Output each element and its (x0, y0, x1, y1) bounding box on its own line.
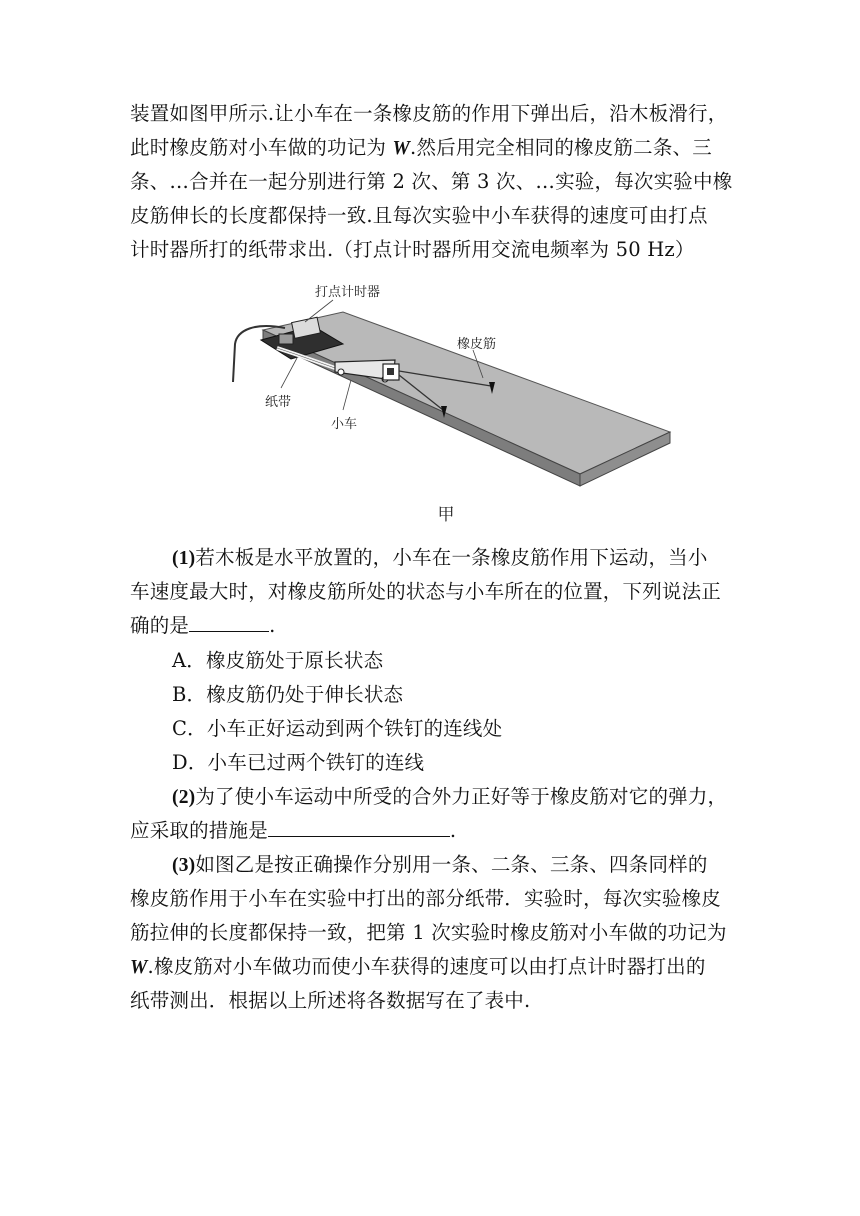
q1-line-1-text: 若木板是水平放置的，小车在一条橡皮筋作用下运动，当小 (195, 546, 708, 569)
q3-line-4-text: .橡皮筋对小车做功而使小车获得的速度可以由打点计时器打出的 (147, 955, 706, 978)
q2-line-2 (130, 818, 740, 844)
q1-number: (1) (172, 548, 196, 569)
label-tape: 纸带 (265, 395, 292, 410)
q2-line-1-text: 为了使小车运动中所受的合外力正好等于橡皮筋对它的弹力， (195, 785, 728, 808)
intro-line-2-text-a: 此时橡皮筋对小车做的功记为 (130, 136, 393, 159)
q2-answer-blank (268, 818, 450, 837)
q3-line-1 (172, 852, 740, 879)
q3-line-4 (130, 954, 740, 981)
figure-caption: 甲 (437, 505, 455, 525)
timer-coil (279, 334, 293, 344)
apparatus-figure (225, 282, 675, 492)
q3-line-3: 筋拉伸的长度都保持一致，把第 1 次实验时橡皮筋对小车做的功记为 (130, 921, 727, 944)
q1-line-1 (172, 545, 740, 572)
q1-line-3-text: 确的是 (130, 614, 190, 637)
q3-number: (3) (172, 855, 196, 876)
intro-line-5: 计时器所打的纸带求出.（打点计时器所用交流电频率为 50 Hz） (130, 238, 695, 261)
intro-line-3: 条、…合并在一起分别进行第 2 次、第 3 次、…实验，每次实验中橡 (130, 170, 733, 193)
cart-wheel-rear (338, 369, 344, 375)
q1-option-c: C．小车正好运动到两个铁钉的连线处 (172, 717, 503, 740)
work-symbol: W (392, 138, 411, 159)
q2-line-2-period: . (449, 819, 457, 842)
label-timer: 打点计时器 (315, 285, 381, 300)
q2-number: (2) (172, 787, 196, 808)
q3-line-5: 纸带测出．根据以上所述将各数据写在了表中. (130, 989, 531, 1012)
q1-option-d: D．小车已过两个铁钉的连线 (172, 751, 425, 774)
intro-line-2 (130, 135, 740, 162)
leader-cart (343, 380, 351, 410)
intro-line-2-text-b: .然后用完全相同的橡皮筋二条、三 (410, 136, 712, 159)
q3-line-1-text: 如图乙是按正确操作分别用一条、二条、三条、四条同样的 (195, 853, 708, 876)
q1-option-a: A．橡皮筋处于原长状态 (172, 649, 384, 672)
cart-hook (387, 368, 394, 375)
q1-line-3 (130, 613, 740, 639)
q3-line-2: 橡皮筋作用于小车在实验中打出的部分纸带．实验时，每次实验橡皮 (130, 887, 722, 910)
label-cart: 小车 (331, 417, 358, 432)
intro-line-1: 装置如图甲所示.让小车在一条橡皮筋的作用下弹出后，沿木板滑行， (130, 102, 728, 125)
q1-answer-blank (189, 613, 269, 632)
q2-line-2-text: 应采取的措施是 (130, 819, 268, 842)
q1-line-3-period: . (269, 614, 276, 637)
intro-line-4: 皮筋伸长的长度都保持一致.且每次实验中小车获得的速度可由打点 (130, 204, 708, 227)
q1-option-b: B．橡皮筋仍处于伸长状态 (172, 683, 404, 706)
q2-line-1 (172, 784, 740, 811)
q3-work-symbol: W (130, 957, 148, 978)
label-band: 橡皮筋 (457, 337, 497, 352)
q1-line-2: 车速度最大时，对橡皮筋所处的状态与小车所在的位置，下列说法正 (130, 580, 722, 603)
leader-tape (281, 358, 297, 388)
